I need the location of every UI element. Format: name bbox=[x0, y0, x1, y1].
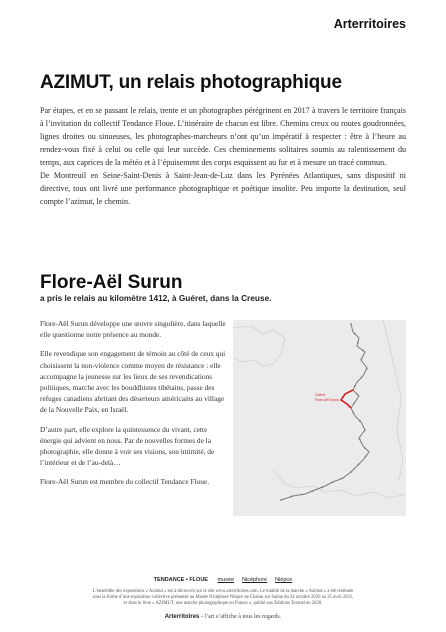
intro-paragraph-2: De Montreuil en Seine-Saint-Denis à Saint-Jean-de-Luz dans les Pyrénées Atlantiques, sans dispositif ni directive, tous ont livré une performance photographique et poétique insolite. Peu importe la destination, seul compte l’azimut, le chemin. bbox=[40, 171, 406, 206]
route-stage-dot bbox=[357, 394, 359, 396]
intro-paragraph-1: Par étapes, et en se passant le relais, trente et un photographes pérégrinent en 2017 à travers le territoire français à l’invitation du collectif Tendance Floue. L’itinéraire de chacun est libre. Chemins creux ou routes goudronnées, lignes droites ou sinueuses, les photographes-marcheurs n’ont qu’un impératif à respecter : être à l’heure au rendez-vous fixé à celui ou celle qui leur succède. Ces cheminements solitaires soumis au ralentissement du temps, aux caprices de la météo et à l’épuisement des corps esquissent au fur et à mesure un tracé commun. bbox=[40, 106, 406, 167]
bio-paragraph-4: Flore-Aël Surun est membre du collectif Tendance Floue. bbox=[40, 477, 210, 487]
partner-logo-tendance-floue: TENDANCE • FLOUE bbox=[153, 577, 208, 583]
bio-paragraph-2: Elle revendique son engagement de témoin au côté de ceux qui choisissent la non-violence comme moyen de résistance : elle accompagne la jeunesse sur les lieux de ses revendications politiques, marche avec les bouddhistes tibétains, passe des refuges canadiens abritant des déserteurs américains au village de la Nouvelle Paix, en Israël. bbox=[40, 349, 226, 415]
route-stage-dot bbox=[311, 490, 313, 492]
route-stage-dot bbox=[331, 482, 333, 484]
route-stage-dot bbox=[353, 402, 355, 404]
bio-paragraph-1: Flore-Aël Surun développe une œuvre singulière, dans laquelle elle questionne notre présence au monde. bbox=[40, 319, 226, 340]
route-stage-dot bbox=[359, 438, 361, 440]
map-coastline bbox=[233, 326, 285, 366]
page-title: AZIMUT, un relais photographique bbox=[40, 72, 342, 93]
partner-logo-musee: musée bbox=[217, 577, 235, 583]
partner-logos bbox=[0, 577, 446, 583]
route-stage-dot bbox=[358, 464, 360, 466]
route-stage-dot bbox=[366, 367, 368, 369]
route-stage-dot bbox=[360, 359, 362, 361]
photographer-bio bbox=[40, 318, 230, 496]
route-stage-dot bbox=[301, 494, 303, 496]
photographer-subtitle: a pris le relais au kilomètre 1412, à Guéret, dans la Creuse. bbox=[40, 293, 272, 303]
route-stage-dot bbox=[362, 350, 364, 352]
route-stage-dot bbox=[290, 496, 292, 498]
intro-text bbox=[40, 104, 406, 208]
route-highlight bbox=[341, 390, 353, 408]
route-stage-dot bbox=[361, 377, 363, 379]
map-label-photographer: Flore-Aël Surun bbox=[315, 398, 339, 402]
route-map bbox=[233, 320, 406, 516]
route-stage-dot bbox=[354, 333, 356, 335]
route-stage-dot bbox=[280, 499, 282, 501]
map-coastline-south bbox=[273, 470, 406, 498]
route-stage-dot bbox=[357, 342, 359, 344]
route-map-svg bbox=[233, 320, 406, 516]
route-stage-dot bbox=[341, 477, 343, 479]
route-path bbox=[281, 324, 369, 500]
partner-logo-niepce: Niépce bbox=[275, 577, 293, 583]
route-stages bbox=[280, 323, 368, 501]
brand-logo: Arterritoires bbox=[333, 17, 406, 31]
footer-tagline: - l’art s’affiche à tous les regards. bbox=[199, 614, 282, 620]
route-stage-dot bbox=[350, 471, 352, 473]
partner-logo-nicephore: Nicéphore bbox=[242, 577, 268, 583]
footer bbox=[0, 614, 446, 620]
route-stage-dot bbox=[350, 323, 352, 325]
route-stage-dot bbox=[364, 429, 366, 431]
route-stage-dot bbox=[321, 486, 323, 488]
footer-brand: Arterritoires bbox=[164, 614, 200, 620]
route-stage-dot bbox=[365, 456, 367, 458]
credits-line-2: sous la forme d’une exposition collective présentée au Musée Nicéphore Niépce de Chalon sur Saône du 24 octobre 2020 au 25 avril 2021, bbox=[92, 595, 354, 601]
route-stage-dot bbox=[359, 420, 361, 422]
credits-text bbox=[40, 589, 406, 608]
route-stage-dot bbox=[354, 385, 356, 387]
route-stage-dot bbox=[352, 412, 354, 414]
photographer-name: Flore-Aël Surun bbox=[40, 272, 183, 293]
route-stage-dot bbox=[364, 447, 366, 449]
bio-paragraph-3: D’autre part, elle explore la quintessence du vivant, cette énergie qui advient en nous. Par de nouvelles formes de la photographie, elle donne à voir ses visions, son intimité, de l’intérieur et de l’au-delà… bbox=[40, 424, 215, 468]
credits-line-3: et dans le livre « AZIMUT, une marche photographique en France », publié aux Éditions Textuel en 2020. bbox=[123, 601, 323, 607]
map-label-gueret: Guéret bbox=[315, 393, 326, 397]
credits-line-1: L’ensemble des expositions « Azimut » est à découvrir sur le site www.arterritoires.com. Le totalité de la marche « Azimut » a été restituée bbox=[92, 589, 354, 594]
map-border-east bbox=[383, 320, 403, 480]
